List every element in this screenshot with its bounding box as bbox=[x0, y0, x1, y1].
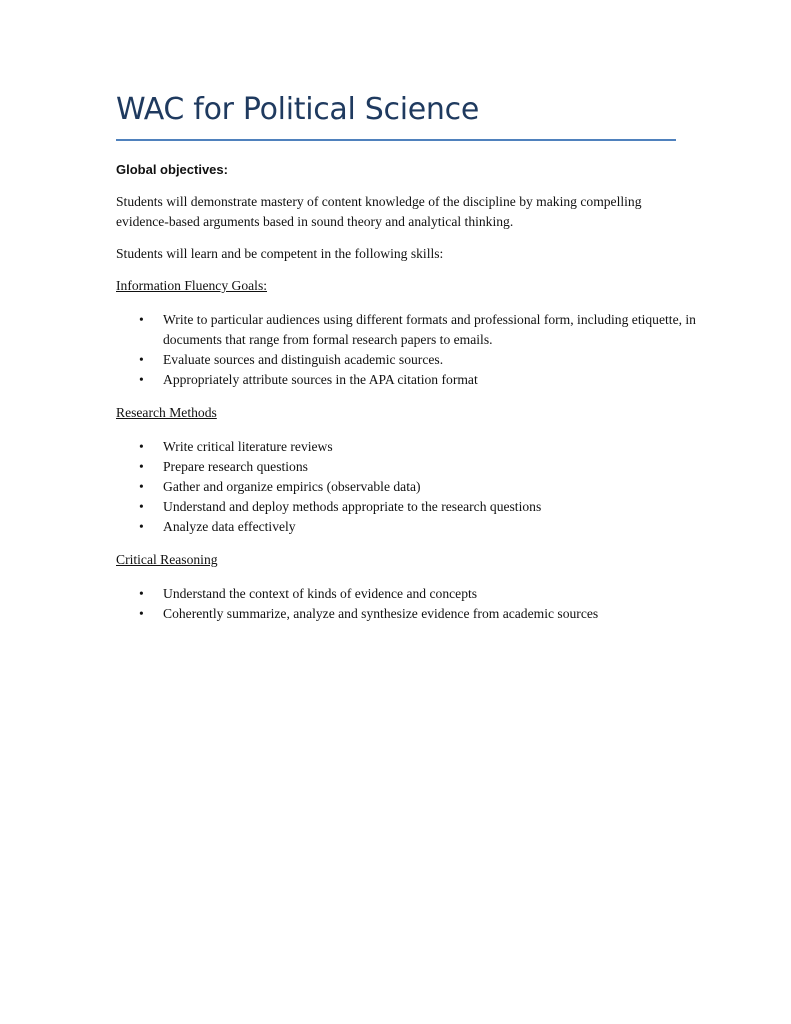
global-objectives-heading: Global objectives: bbox=[116, 162, 228, 177]
bullet-icon: • bbox=[139, 499, 144, 514]
list-item: • Appropriately attribute sources in the APA citation format bbox=[116, 370, 696, 390]
list-item: • Understand and deploy methods appropriate to the research questions bbox=[116, 497, 696, 517]
document-title: WAC for Political Science bbox=[116, 92, 479, 127]
bullet-icon: • bbox=[139, 519, 144, 534]
document-body bbox=[116, 160, 696, 637]
list-item: • Write to particular audiences using different formats and professional form, including etiquette, in documents that range from formal research papers to emails. bbox=[139, 312, 696, 347]
bullet-icon: • bbox=[139, 352, 144, 367]
section-heading-research-methods: Research Methods bbox=[116, 405, 217, 420]
critical-reasoning-list bbox=[116, 584, 696, 624]
list-item: • Understand the context of kinds of evidence and concepts bbox=[116, 584, 696, 604]
information-fluency-list bbox=[116, 310, 696, 390]
bullet-icon: • bbox=[139, 439, 144, 454]
list-item: • Gather and organize empirics (observable data) bbox=[116, 477, 696, 497]
intro-paragraph: Students will demonstrate mastery of content knowledge of the discipline by making compelling evidence-based arguments based in sound theory and analytical thinking. bbox=[116, 194, 642, 229]
bullet-icon: • bbox=[139, 606, 144, 621]
section-heading-critical-reasoning: Critical Reasoning bbox=[116, 552, 218, 567]
list-item: • Evaluate sources and distinguish academic sources. bbox=[116, 350, 696, 370]
bullet-icon: • bbox=[139, 459, 144, 474]
bullet-icon: • bbox=[139, 586, 144, 601]
research-methods-list bbox=[116, 437, 696, 537]
section-heading-information-fluency: Information Fluency Goals: bbox=[116, 278, 268, 293]
bullet-icon: • bbox=[139, 312, 144, 327]
list-item: • Coherently summarize, analyze and synthesize evidence from academic sources bbox=[116, 604, 696, 624]
skills-lead: Students will learn and be competent in the following skills: bbox=[116, 246, 444, 261]
bullet-icon: • bbox=[139, 372, 144, 387]
list-item: • Write critical literature reviews bbox=[116, 437, 696, 457]
list-item: • Analyze data effectively bbox=[116, 517, 696, 537]
bullet-icon: • bbox=[139, 479, 144, 494]
title-underline-rule bbox=[116, 139, 676, 141]
list-item: • Prepare research questions bbox=[116, 457, 696, 477]
